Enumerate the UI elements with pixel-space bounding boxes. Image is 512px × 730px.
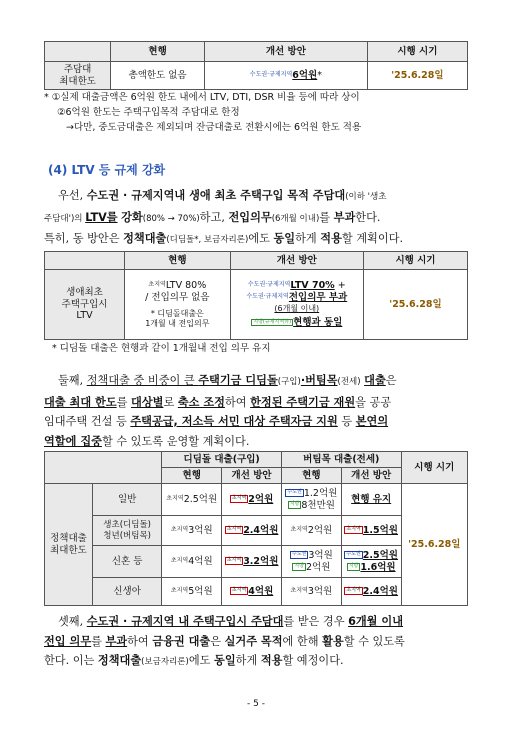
para3-highlight: 정책대출 [97,654,142,667]
value: 3억원 [307,585,333,597]
table3-cell [162,484,222,516]
table3-sub-current: 현행 [162,468,222,484]
para2-text: 하여 [224,395,251,409]
table-first-home-ltv [44,251,468,340]
para3-text: 에 한해 [282,634,323,648]
tag: 초지역 [226,526,242,533]
value: 5억원 [188,585,213,597]
value: 2억원 [248,493,274,505]
para1-highlight: 강화 [121,210,143,224]
note1-line1: * ①실제 대출금액은 6억원 한도 내에서 LTV, DTI, DSR 비율 등에 따라 상이 [44,92,360,103]
para3-highlight: 실거주 목적 [224,634,283,648]
paragraph-residence-obligation [44,612,468,673]
table3-cell [281,516,341,546]
value: 2.4억원 [243,524,279,536]
table2-imp-tag3: 지방(규제지역外) [253,318,292,325]
para1-text: 특히, 동 방안은 [44,232,124,245]
table-mortgage-limit [44,41,468,90]
para1-text: (디딤돌*, 보금자리론) [166,235,249,245]
para3-text: 할 수 있도록 [343,634,405,648]
value: 3억원 [308,549,333,561]
table3-row-label: 정책대출 최대한도 [45,484,93,606]
table1-region-tag: 수도권·규제지역 [249,70,293,78]
paragraph-ltv [44,186,468,251]
table2-imp-tag1: 수도권·규제지역 [247,281,291,289]
tag: 초지역 [170,525,189,533]
table3-cell [281,546,341,578]
para3-highlight: 금융권 대출 [152,634,211,648]
tag: 초지역 [226,557,242,564]
para1-text: (6개월 이내) [271,213,320,224]
table3-header-didimdol: 디딤돌 대출(구입) [162,452,282,468]
table3-row-youth: 생초(디딤돌) 청년(버팀목) [92,516,161,546]
table3-cell [341,546,401,578]
table2-imp-plus: + [337,280,346,292]
table2-cur-tag: 초지역 [148,280,166,288]
para2-highlight: 본연의 [355,415,389,428]
table1-improve-value: 6억원 [292,69,318,81]
para1-text: 하게 [295,232,321,245]
para2-highlight: 주택기금 디딤돌 [198,374,278,387]
paragraph-policy-loan [44,371,468,451]
para2-highlight: 한정된 주택기금 재원 [250,395,356,409]
value: 3.2억원 [243,555,279,567]
para1-text: (이하 '생초 [345,192,387,202]
para2-text: 를 [116,395,132,409]
para2-text: (구입) [277,377,301,387]
value: 2.5억원 [183,493,218,505]
note2: * 디딤돌 대출은 현행과 같이 1개월내 전입 의무 유지 [52,343,271,354]
tag: 초지역 [290,525,308,533]
table1-row-label: 주담대 최대한도 [45,62,111,90]
para1-text: 를 [319,210,334,224]
table1-improve [204,62,367,90]
table2-row-label: 생애최초 주택구입시 LTV [45,270,125,340]
tag: 지방 [348,563,359,570]
para2-text: 정책대출 중 비중이 큰 [86,374,199,387]
tag: 초지역 [170,586,189,594]
tag: 수도권 [346,551,361,558]
para1-text: (80% → 70%) [142,213,200,224]
value: 4억원 [188,555,213,567]
table2-header-improve: 개선 방안 [230,252,363,270]
tag: 초지역 [170,556,189,564]
para3-text: 셋째, [58,615,87,628]
table2-date: '25.6.28일 [363,270,467,340]
table1-header-current: 현행 [111,42,205,62]
para2-text: 로 [163,395,178,409]
para3-text: 에도 [188,654,215,667]
tag: 초지역 [231,495,247,502]
table2-cur-note1: * 디딤돌대출은 [150,309,204,319]
para2-text: 은 [385,374,397,387]
value: 8천만원 [301,499,335,511]
value: 1.2억원 [303,487,338,499]
tag: 지방 [289,501,300,508]
table3-header-beotimmok: 버팀목 대출(전세) [281,452,401,468]
table1-current: 총액한도 없음 [111,62,205,90]
table1-improve-mark: * [317,69,322,81]
para3-text: 은 [210,634,225,648]
tag: 초지역 [166,494,184,502]
tag: 초지역 [231,587,247,594]
table3-cell [222,516,282,546]
para1-highlight: 부과 [333,210,356,224]
para1-highlight: 전입의무 [228,210,272,224]
para2-text: 둘째, [58,374,87,387]
para1-highlight: 적용 [320,232,342,245]
para2-highlight: 역할에 집중 [44,434,102,448]
para2-highlight: 대상별 [131,395,164,409]
table1-header-date: 시행 시기 [367,42,467,62]
para2-text: 임대주택 건설 등 [44,415,131,428]
para3-highlight: 6개월 이내 [348,615,404,628]
table3-sub-improve: 개선 방안 [341,468,401,484]
value: 2.5억원 [362,549,398,561]
para3-text: 한다. 이는 [44,654,98,667]
table2-header-blank [45,252,125,270]
table3-cell [162,516,222,546]
para3-highlight: 수도권 · 규제지역 내 주택구입시 주담대 [86,615,284,628]
table2-imp-line2: 전입의무 부과 [288,292,348,304]
table1-header-improve: 개선 방안 [204,42,367,62]
para3-text: 를 받은 경우 [283,615,349,628]
value: 2억원 [307,524,333,536]
para1-text: 한다. [355,210,381,224]
para3-highlight: 활용 [322,634,344,648]
tag: 초지역 [346,526,361,533]
value: 2억원 [305,561,331,573]
table3-cell [341,516,401,546]
para1-text: 할 계획이다. [341,232,404,245]
table2-imp-line1: LTV 70% [290,280,335,292]
table3-cell [222,546,282,578]
para2-text: (전세) [337,377,361,387]
note1-line2: ②6억원 한도는 주택구입목적 주담대로 한정 [57,107,240,118]
para2-highlight: 대출 [364,374,386,387]
table2-cur-line1: LTV 80% [165,279,207,291]
table3-row-newborn: 신생아 [92,578,161,606]
para3-text: 하게 [235,654,261,667]
table3-sub-improve: 개선 방안 [222,468,282,484]
table-policy-loan-limit [44,451,468,606]
para1-text: 우선, [58,189,87,202]
para3-text: 할 예정이다. [282,654,344,667]
para2-text: 등 [337,415,356,428]
value: 1.6억원 [360,561,396,573]
table2-header-date: 시행 시기 [363,252,467,270]
para1-highlight: 동일 [273,232,296,245]
table3-row-general: 일반 [92,484,161,516]
section-heading: (4) LTV 등 규제 강화 [48,163,166,177]
table3-cell [162,578,222,606]
table1-header-blank [45,42,111,62]
para3-highlight: 동일 [214,654,236,667]
table3-sub-current: 현행 [281,468,341,484]
para2-text: 을 공공 [355,395,392,409]
table3-row-newlywed: 신혼 등 [92,546,161,578]
para2-highlight: 축소 조정 [177,395,225,409]
table2-current [125,270,231,340]
para1-highlight: 수도권 · 규제지역내 생애 최초 주택구입 목적 주담대 [86,189,346,202]
value: 2.4억원 [362,585,398,597]
tag: 수도권 [287,489,302,496]
table2-improve [230,270,363,340]
table3-cell [162,546,222,578]
table3-cell [341,578,401,606]
para2-highlight: 대출 최대 한도 [44,395,117,409]
value: 4억원 [248,585,274,597]
table3-cell: 현행 유지 [341,484,401,516]
table3-header-blank [45,452,162,484]
tag: 초지역 [290,586,308,594]
value: 1.5억원 [362,524,398,536]
page-number: - 5 - [247,699,265,709]
table2-imp-line2b: (6개월 이내) [274,303,320,313]
table2-cur-note2: 1개월 내 전입의무 [145,319,210,329]
tag: 수도권 [291,551,307,558]
table2-header-current: 현행 [125,252,231,270]
table2-cur-line2: / 전입의무 없음 [145,291,210,303]
table3-cell [222,578,282,606]
para2-highlight: 주택공급, 저소득 서민 대상 주택자금 지원 [130,415,338,428]
para1-text: 에도 [248,232,274,245]
tag: 지방 [294,563,304,570]
tag: 초지역 [346,587,361,594]
para3-highlight: 전입 의무 [44,634,92,648]
para1-text: 하고, [199,210,229,224]
para2-highlight: ·버팀목 [300,374,338,387]
table3-cell [222,484,282,516]
table1-date: '25.6.28일 [367,62,467,90]
note1-line3: →다만, 중도금대출은 제외되며 잔금대출로 전환시에는 6억원 한도 적용 [66,122,362,133]
para3-highlight: 적용 [260,654,283,667]
table2-imp-tag2: 수도권·규제지역 [246,293,289,301]
value: 3억원 [188,524,213,536]
para3-text: (보금자리론) [141,657,189,667]
table3-cell [281,578,341,606]
para3-text: 하여 [127,634,153,648]
table3-date: '25.6.28일 [401,484,467,606]
para3-text: 를 [91,634,106,648]
table2-imp-line3: 현행과 동일 [293,316,343,328]
para1-text: 주담대')의 [44,213,86,224]
para2-text: 할 수 있도록 운영할 계획이다. [101,434,250,448]
table3-cell [281,484,341,516]
table3-header-date: 시행 시기 [401,452,467,484]
para1-highlight: LTV를 [85,210,118,224]
para3-highlight: 부과 [105,634,128,648]
para1-highlight: 정책대출 [123,232,167,245]
